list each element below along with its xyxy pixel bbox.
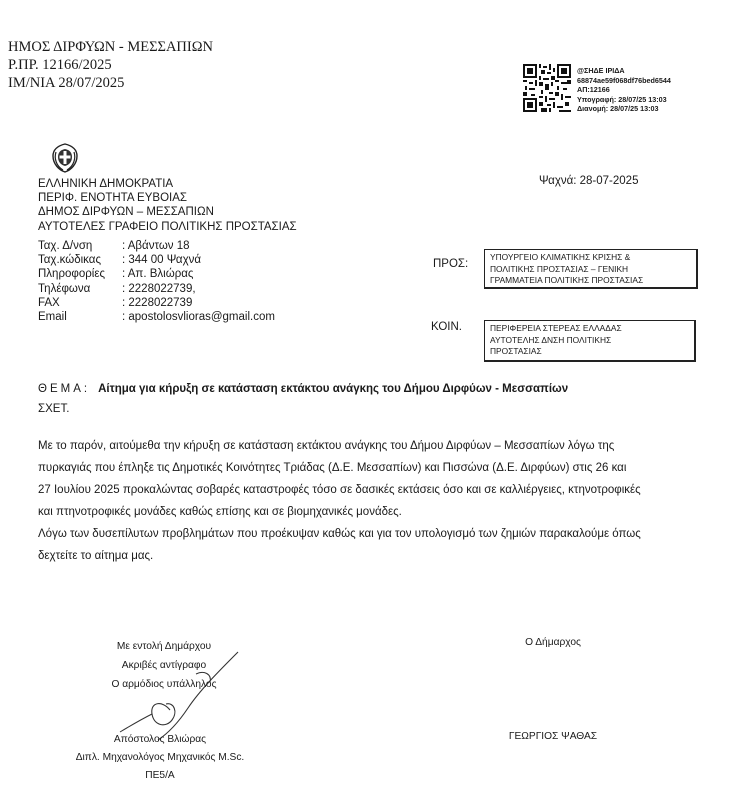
field-key: Τηλέφωνα: [38, 282, 91, 295]
greek-coat-of-arms-icon: [49, 142, 81, 174]
qr-stamp-system: @ΣΗΔΕ ΙΡΙΔΑ: [577, 66, 625, 75]
cc-label: ΚΟΙΝ.: [431, 321, 462, 333]
to-recipient-line: ΠΟΛΙΤΙΚΗΣ ΠΡΟΣΤΑΣΙΑΣ – ΓΕΝΙΚΗ: [490, 263, 629, 274]
body-line: και πτηνοτροφικές μονάδες καθώς επίσης και σε βιομηχανικές μονάδες.: [38, 506, 402, 518]
qr-stamp-hash: 68874ae59f068df76bed6544: [577, 75, 671, 85]
sender-contact-fields: [38, 239, 275, 324]
to-recipient-box: [484, 249, 698, 289]
to-label: ΠΡΟΣ:: [433, 258, 469, 270]
field-value: : 2228022739,: [122, 282, 196, 295]
contact-row-info: [38, 267, 275, 281]
field-key: FAX: [38, 296, 60, 309]
field-value: : Αβάντων 18: [122, 240, 190, 252]
left-signature-block: [64, 637, 264, 694]
cc-recipient-line: ΠΕΡΙΦΕΡΕΙΑ ΣΤΕΡΕΑΣ ΕΛΛΑΔΑΣ: [490, 323, 622, 333]
mayor-name: ΓΕΩΡΓΙΟΣ ΨΑΘΑΣ: [508, 731, 598, 742]
field-key: Ταχ.κώδικας: [38, 254, 101, 267]
document-header: [8, 38, 213, 92]
qr-stamp-text: [577, 66, 671, 114]
reference-label: ΣΧΕΤ.: [38, 403, 70, 415]
body-line: δεχτείτε το αίτημα μας.: [38, 550, 154, 562]
office-label: ΑΥΤΟΤΕΛΕΣ ΓΡΑΦΕΙΟ ΠΟΛΙΤΙΚΗΣ ΠΡΟΣΤΑΣΙΑΣ: [38, 220, 297, 233]
regional-unit-label: ΠΕΡΙΦ. ΕΝΟΤΗΤΑ ΕΥΒΟΙΑΣ: [38, 192, 187, 205]
field-value: : Απ. Βλιώρας: [122, 268, 194, 281]
contact-row-address: [38, 239, 275, 253]
cc-recipient-line: ΑΥΤΟΤΕΛΗΣ ΔΝΣΗ ΠΟΛΙΤΙΚΗΣ: [490, 334, 612, 345]
contact-row-email: [38, 310, 275, 324]
to-recipient-line: ΓΡΑΜΜΑΤΕΙΑ ΠΟΛΙΤΙΚΗΣ ΠΡΟΣΤΑΣΙΑΣ: [490, 275, 644, 286]
header-protocol-number: Ρ.ΠΡ. 12166/2025: [8, 57, 112, 73]
cc-recipient-line: ΠΡΟΣΤΑΣΙΑΣ: [490, 346, 542, 357]
sender-block: [38, 177, 297, 234]
body-line: Λόγω των δυσεπίλυτων προβλημάτων που προέκυψαν καθώς και για τον υπολογισμό των ζημιών παρακαλούμε όπως: [38, 528, 641, 540]
qr-code-icon: [523, 64, 571, 112]
contact-row-fax: [38, 296, 275, 310]
signatory-grade: ΠΕ5/Α: [145, 770, 175, 781]
field-value: : apostolosvlioras@gmail.com: [122, 311, 275, 324]
subject-line: [38, 383, 568, 395]
cc-recipient-box: [484, 320, 696, 362]
contact-row-phone: [38, 282, 275, 296]
qr-stamp-distributed: Διανομή: 28/07/25 13:03: [577, 104, 659, 114]
signatory-name: Απόστολος Βλιώρας: [113, 734, 207, 745]
field-key: Ταχ. Δ/νση: [38, 240, 93, 252]
field-key: Email: [38, 311, 67, 324]
mayor-title: Ο Δήμαρχος: [525, 637, 581, 648]
body-line: Με το παρόν, αιτούμεθα την κήρυξη σε κατάσταση εκτάκτου ανάγκης του Δήμου Διρφύων – Μεσσαπίων λόγω της: [38, 440, 615, 452]
qr-stamp-protocol: ΑΠ:12166: [577, 85, 610, 95]
body-line: πυρκαγιάς που έπληξε τις Δημοτικές Κοινότητες Τριάδας (Δ.Ε. Μεσσαπίων) και Πισσώνα (Δ.Ε. Διρφύων) στις 26 και: [38, 462, 627, 474]
field-key: Πληροφορίες: [38, 268, 106, 281]
republic-label: ΕΛΛΗΝΙΚΗ ΔΗΜΟΚΡΑΤΙΑ: [38, 178, 174, 190]
subject-text: Αίτημα για κήρυξη σε κατάσταση εκτάκτου ανάγκης του Δήμου Διρφύων - Μεσσαπίων: [98, 383, 569, 395]
header-date: ΙΜ/ΝΙΑ 28/07/2025: [8, 75, 125, 91]
body-line: 27 Ιουλίου 2025 προκαλώντας σοβαρές καταστροφές τόσο σε δασικές εκτάσεις όσο και σε καλλιέργειες, κτηνοτροφικές: [38, 484, 641, 496]
qr-stamp-signed: Υπογραφή: 28/07/25 13:03: [577, 94, 667, 104]
field-value: : 344 00 Ψαχνά: [122, 254, 202, 267]
left-signatory: [40, 731, 280, 785]
document-date: Ψαχνά: 28-07-2025: [539, 175, 639, 187]
contact-row-postcode: [38, 253, 275, 267]
subject-label: ΘΕΜΑ:: [38, 383, 91, 395]
signatory-title: Διπλ. Μηχανολόγος Μηχανικός M.Sc.: [75, 752, 245, 763]
field-value: : 2228022739: [122, 296, 193, 309]
by-order-of-mayor: Με εντολή Δημάρχου: [116, 641, 212, 652]
to-recipient-line: ΥΠΟΥΡΓΕΙΟ ΚΛΙΜΑΤΙΚΗΣ ΚΡΙΣΗΣ &: [490, 252, 631, 262]
header-municipality: ΗΜΟΣ ΔΙΡΦΥΩΝ - ΜΕΣΣΑΠΙΩΝ: [8, 39, 213, 55]
municipality-label: ΔΗΜΟΣ ΔΙΡΦΥΩΝ – ΜΕΣΣΑΠΙΩΝ: [38, 206, 214, 219]
letter-body: [38, 435, 708, 567]
true-copy-label: Ακριβές αντίγραφο: [121, 660, 207, 671]
responsible-employee-label: Ο αρμόδιος υπάλληλος: [111, 679, 217, 690]
